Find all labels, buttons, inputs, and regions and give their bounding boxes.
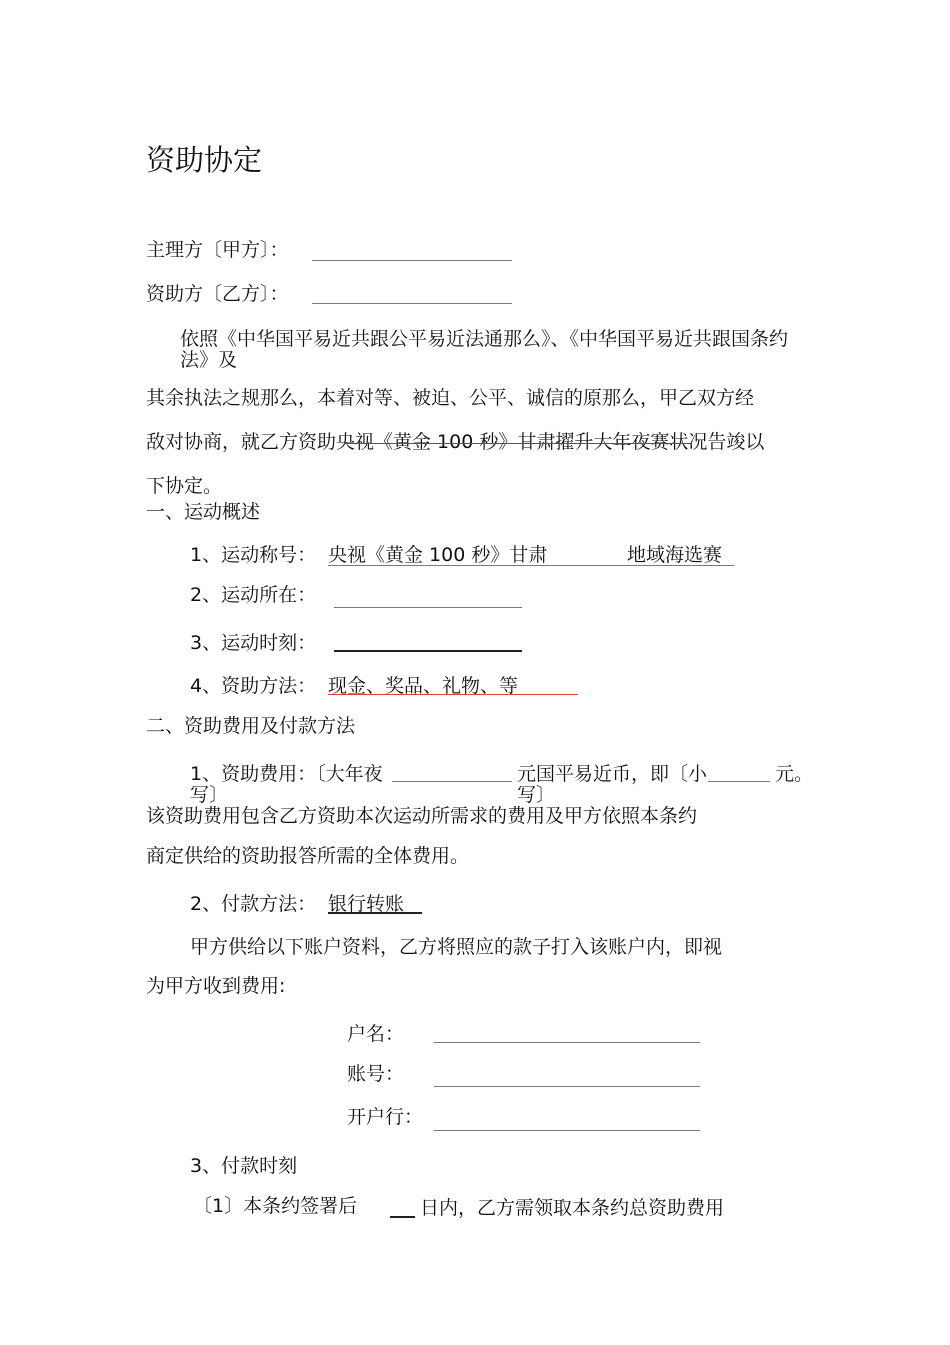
payment-time-heading: 3、付款时刻 bbox=[190, 1155, 298, 1177]
intro-line-4: 下协定。 bbox=[146, 475, 223, 497]
account-name-label: 户名： bbox=[347, 1023, 405, 1045]
fee-note-line-2: 商定供给的资助报答所需的全体费用。 bbox=[146, 845, 470, 867]
fee-mid: 元国平易近币，即〔小 bbox=[517, 763, 708, 785]
account-number-label: 账号： bbox=[347, 1063, 405, 1085]
activity-name-suffix: 地域海选赛 bbox=[627, 544, 723, 566]
clause-1-start: 〔1〕本条约签署后 bbox=[193, 1195, 358, 1217]
fee-label-wrap: 写〕 bbox=[190, 784, 229, 806]
sponsor-method-value: 现金、奖品、礼物、等 bbox=[328, 675, 519, 697]
activity-place-blank[interactable] bbox=[334, 607, 522, 608]
section2-heading: 二、资助费用及付款方法 bbox=[146, 715, 356, 737]
intro-line-1b: 法》及 bbox=[180, 349, 238, 371]
payment-method-underline bbox=[328, 912, 422, 914]
sponsor-method-underline bbox=[328, 694, 578, 695]
intro-line-2: 其余执法之规那么，本着对等、被迫、公平、诚信的原那么，甲乙双方经 bbox=[146, 387, 755, 409]
party-a-blank[interactable] bbox=[312, 260, 512, 261]
bank-blank[interactable] bbox=[434, 1130, 700, 1131]
account-note-line-1: 甲方供给以下账户资料，乙方将照应的款子打入该账户内，即视 bbox=[190, 936, 723, 958]
party-b-blank[interactable] bbox=[312, 303, 512, 304]
fee-uppercase-blank[interactable] bbox=[392, 781, 512, 782]
document-title: 资助协定 bbox=[146, 143, 263, 177]
payment-method-label: 2、付款方法： bbox=[190, 893, 317, 915]
payment-method-value: 银行转账 bbox=[328, 893, 405, 915]
fee-label: 1、资助费用：〔大年夜 bbox=[190, 763, 383, 785]
party-b-label: 资助方〔乙方〕： bbox=[146, 283, 289, 305]
party-a-label: 主理方〔甲方〕： bbox=[146, 239, 289, 261]
activity-time-label: 3、运动时刻： bbox=[190, 632, 317, 654]
intro-strike-mark bbox=[344, 443, 690, 444]
activity-name-label: 1、运动称号： bbox=[190, 544, 317, 566]
bank-label: 开户行： bbox=[347, 1106, 424, 1128]
activity-name-underline bbox=[328, 565, 734, 566]
account-note-line-2: 为甲方收到费用: bbox=[146, 975, 286, 997]
fee-note-line-1: 该资助费用包含乙方资助本次运动所需求的费用及甲方依照本条约 bbox=[146, 805, 698, 827]
fee-end: 元。 bbox=[775, 763, 814, 785]
clause-1-end: 日内，乙方需领取本条约总资助费用 bbox=[420, 1197, 725, 1219]
activity-place-label: 2、运动所在： bbox=[190, 584, 317, 606]
clause-1-days-blank[interactable] bbox=[390, 1216, 415, 1218]
fee-lowercase-blank[interactable] bbox=[708, 781, 770, 782]
intro-line-3: 敌对协商，就乙方资助央视《黄金 100 秒》甘肃擢升大年夜赛状况告竣以 bbox=[146, 431, 765, 453]
section1-heading: 一、运动概述 bbox=[146, 501, 261, 523]
account-number-blank[interactable] bbox=[434, 1086, 700, 1087]
sponsor-method-label: 4、资助方法： bbox=[190, 675, 317, 697]
fee-mid-wrap: 写〕 bbox=[517, 784, 556, 806]
intro-line-1: 依照《中华国平易近共跟公平易近法通那么》、《中华国平易近共跟国条约 bbox=[180, 328, 789, 350]
activity-time-blank[interactable] bbox=[334, 650, 522, 652]
activity-name-value: 央视《黄金 100 秒》甘肃 bbox=[328, 544, 548, 566]
account-name-blank[interactable] bbox=[434, 1042, 700, 1043]
